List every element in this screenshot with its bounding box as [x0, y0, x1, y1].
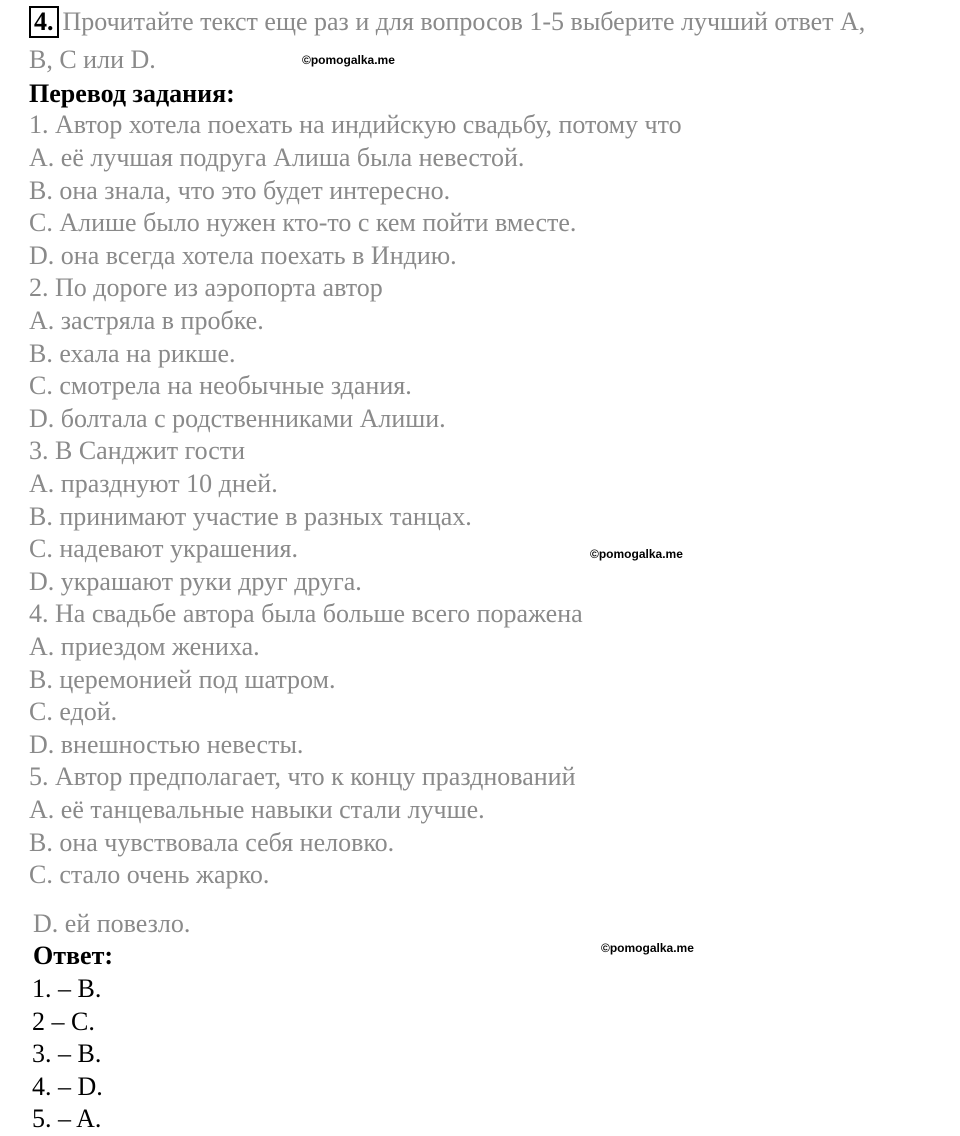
translation-line: C. надевают украшения. [29, 534, 299, 563]
translation-line: 5. Автор предполагает, что к концу празднований [29, 762, 576, 791]
translation-line: A. празднуют 10 дней. [29, 469, 278, 498]
translation-line: C. Алише было нужен кто-то с кем пойти вместе. [29, 208, 577, 237]
translation-line: 1. Автор хотела поехать на индийскую свадьбу, потому что [29, 110, 682, 139]
watermark-2: ©pomogalka.me [590, 547, 683, 561]
translation-line: B. она знала, что это будет интересно. [29, 176, 451, 205]
answer-item: 1. – B. [32, 974, 102, 1003]
translation-line: D. ей повезло. [33, 909, 191, 938]
task-instruction-text: Прочитайте текст еще раз и для вопросов 1-5 выберите лучший ответ A, [62, 7, 866, 36]
translation-heading: Перевод задания: [29, 79, 235, 108]
task-instruction-line-2: B, C или D. [29, 45, 156, 74]
answer-item: 5. – A. [32, 1104, 102, 1133]
translation-line: B. она чувствовала себя неловко. [29, 828, 395, 857]
translation-line: D. она всегда хотела поехать в Индию. [29, 241, 457, 270]
translation-line: B. церемонией под шатром. [29, 665, 336, 694]
task-instruction-line-1 [29, 6, 865, 38]
answer-heading: Ответ: [33, 941, 114, 970]
translation-line: A. её танцевальные навыки стали лучше. [29, 795, 485, 824]
watermark-1: ©pomogalka.me [302, 53, 395, 67]
watermark-3: ©pomogalka.me [601, 941, 694, 955]
answer-item: 3. – B. [32, 1039, 102, 1068]
translation-line: A. приездом жениха. [29, 632, 260, 661]
translation-line: 4. На свадьбе автора была больше всего поражена [29, 599, 583, 628]
answer-item: 2 – C. [32, 1007, 95, 1036]
translation-line: B. ехала на рикше. [29, 339, 236, 368]
translation-line: C. смотрела на необычные здания. [29, 371, 412, 400]
translation-line: C. стало очень жарко. [29, 860, 270, 889]
translation-line: D. болтала с родственниками Алиши. [29, 404, 446, 433]
translation-line: B. принимают участие в разных танцах. [29, 502, 472, 531]
answer-item: 4. – D. [32, 1072, 103, 1101]
translation-line: 2. По дороге из аэропорта автор [29, 273, 383, 302]
translation-line: D. украшают руки друг друга. [29, 567, 362, 596]
translation-line: D. внешностью невесты. [29, 730, 304, 759]
translation-line: A. её лучшая подруга Алиша была невестой. [29, 143, 525, 172]
translation-line: 3. В Санджит гости [29, 436, 246, 465]
translation-line: C. едой. [29, 697, 118, 726]
translation-line: A. застряла в пробке. [29, 306, 264, 335]
task-number-badge: 4. [29, 6, 59, 38]
